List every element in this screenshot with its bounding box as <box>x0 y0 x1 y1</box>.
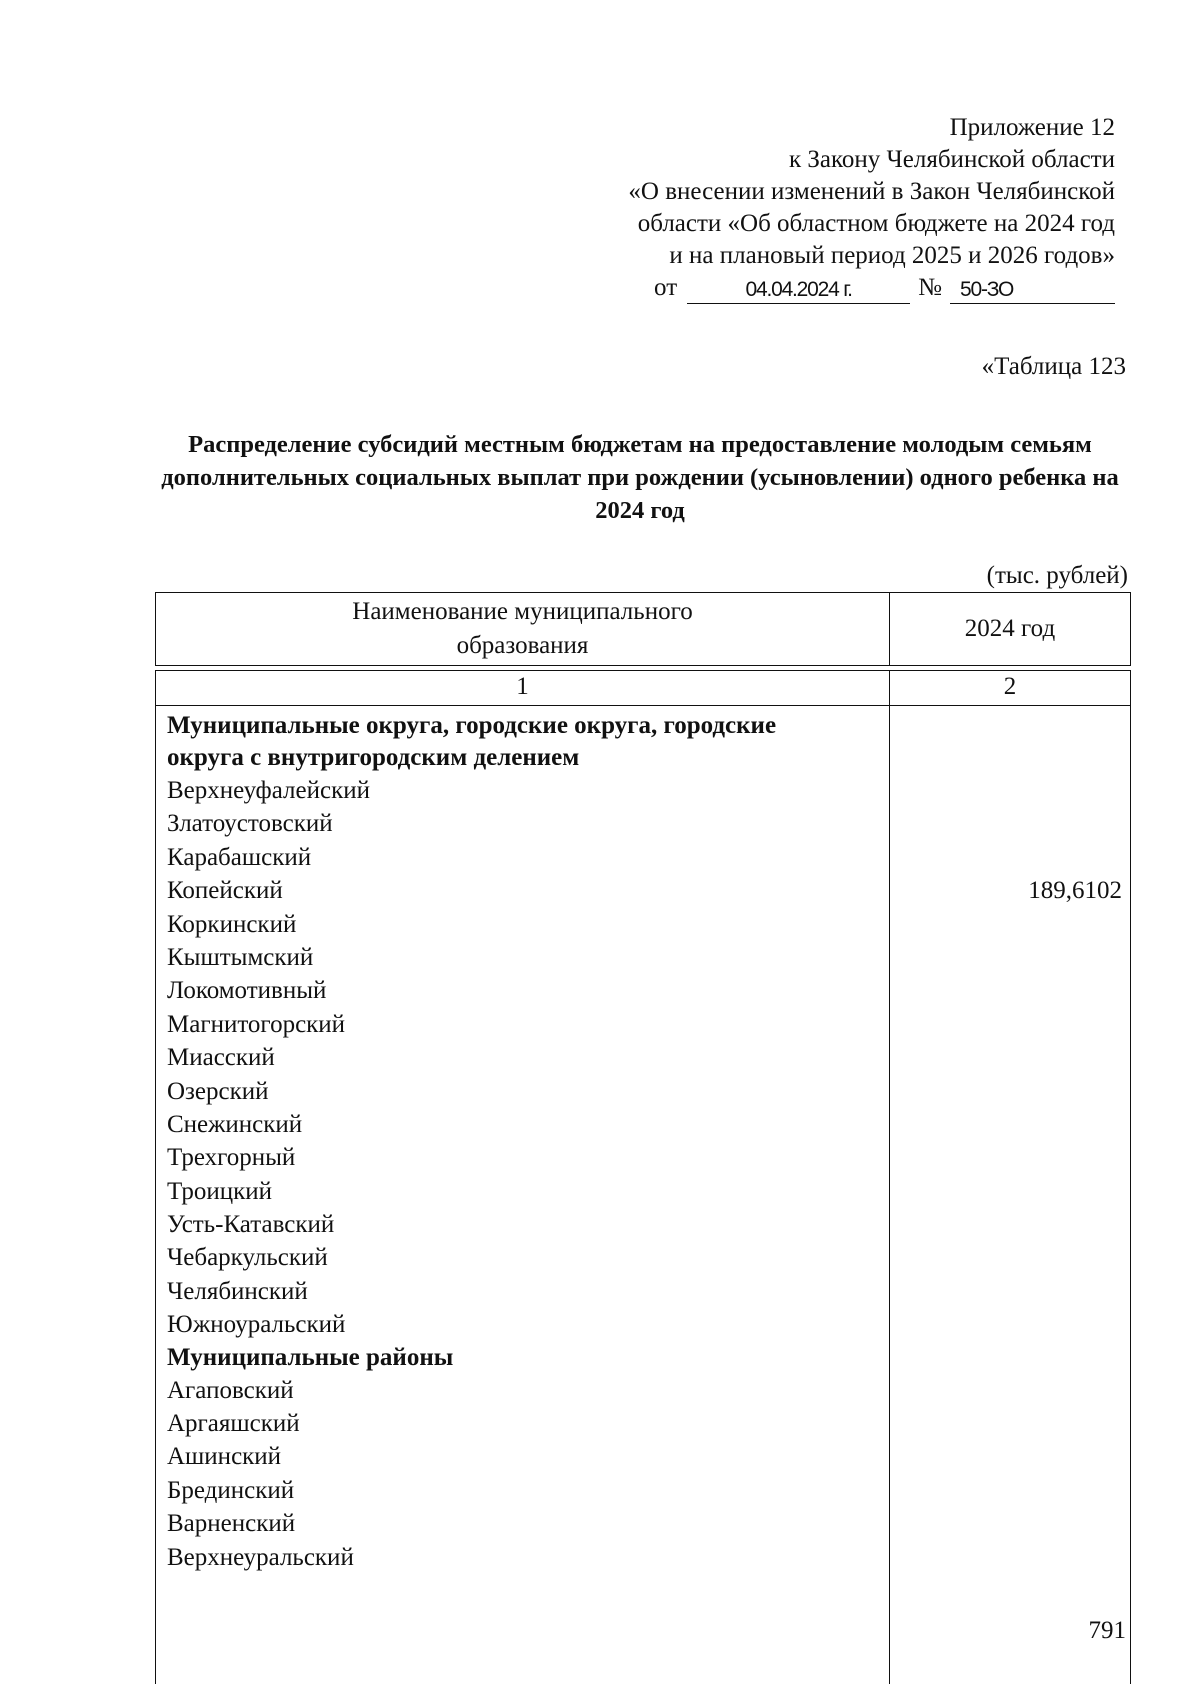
table-row <box>167 1308 1122 1341</box>
municipality-name: Чебаркульский <box>167 1244 328 1272</box>
header-name-text: Наименование муниципального образования <box>352 598 693 659</box>
subsidy-table <box>155 592 1131 1684</box>
appendix-line-5: и на плановый период 2025 и 2026 годов» <box>669 242 1115 269</box>
municipality-name: Карабашский <box>167 843 312 871</box>
table-body <box>167 710 1122 1574</box>
municipality-name: Агаповский <box>167 1376 294 1404</box>
municipality-name: Троицкий <box>167 1177 272 1205</box>
number-label: № <box>918 274 942 301</box>
column-number-row <box>155 670 1131 706</box>
table-row <box>167 1474 1122 1507</box>
subsidy-value: 189,6102 <box>1028 877 1122 905</box>
table-row <box>167 1541 1122 1574</box>
table-row <box>167 874 1122 907</box>
table-group-heading: Муниципальные районы <box>167 1343 454 1371</box>
municipality-name: Челябинский <box>167 1277 308 1305</box>
table-row <box>167 941 1122 974</box>
appendix-line-1: Приложение 12 <box>949 114 1115 141</box>
municipality-name: Миасский <box>167 1044 275 1072</box>
municipality-name: Верхнеуральский <box>167 1543 354 1571</box>
table-row <box>167 1374 1122 1407</box>
table-row <box>167 1507 1122 1540</box>
table-row <box>167 1407 1122 1440</box>
municipality-name: Коркинский <box>167 910 297 938</box>
from-label: от <box>654 274 678 301</box>
municipality-name: Варненский <box>167 1510 296 1538</box>
appendix-line-2: к Закону Челябинской области <box>789 146 1115 173</box>
municipality-name: Озерский <box>167 1077 269 1105</box>
page-number: 791 <box>1088 1617 1126 1644</box>
table-row <box>167 1141 1122 1174</box>
appendix-header <box>628 112 1115 304</box>
header-cell-name <box>156 593 890 665</box>
municipality-name: Копейский <box>167 877 283 905</box>
table-row <box>167 1041 1122 1074</box>
municipality-name: Магнитогорский <box>167 1010 346 1038</box>
table-row <box>167 974 1122 1007</box>
table-group-heading: Муниципальные округа, городские округа, городские округа с внутригородским делением <box>167 712 777 771</box>
header-cell-year: 2024 год <box>964 615 1056 642</box>
municipality-name: Брединский <box>167 1476 295 1504</box>
table-label: «Таблица 123 <box>981 353 1126 380</box>
table-row <box>167 1008 1122 1041</box>
table-row <box>167 1075 1122 1108</box>
table-row <box>167 1275 1122 1308</box>
municipality-name: Верхнеуфалейский <box>167 777 370 804</box>
municipality-name: Трехгорный <box>167 1144 296 1172</box>
municipality-name: Локомотивный <box>167 977 327 1005</box>
municipality-name: Аргаяшский <box>167 1410 300 1438</box>
table-row <box>167 908 1122 941</box>
municipality-name: Ашинский <box>167 1443 282 1471</box>
appendix-line-3: «О внесении изменений в Закон Челябинской <box>628 178 1115 205</box>
table-row <box>167 1440 1122 1473</box>
column-number-1: 1 <box>156 671 890 705</box>
table-row <box>167 1208 1122 1241</box>
municipality-name: Южноуральский <box>167 1311 346 1339</box>
law-date: 04.04.2024 г. <box>687 278 910 304</box>
table-header-row <box>155 592 1131 666</box>
table-row <box>167 1241 1122 1274</box>
column-number-2: 2 <box>1003 673 1017 700</box>
table-row <box>167 841 1122 874</box>
units-label: (тыс. рублей) <box>986 562 1128 589</box>
municipality-name: Усть-Катавский <box>167 1211 335 1239</box>
appendix-line-4: области «Об областном бюджете на 2024 год <box>637 210 1115 237</box>
table-row <box>167 1175 1122 1208</box>
table-row <box>167 774 1122 807</box>
law-date-number-line <box>654 272 1115 304</box>
municipality-name: Снежинский <box>167 1110 303 1138</box>
law-number: 50-ЗО <box>950 278 1115 304</box>
municipality-name: Кыштымский <box>167 943 314 971</box>
municipality-name: Златоустовский <box>167 810 333 838</box>
table-row <box>167 807 1122 840</box>
table-row <box>167 1108 1122 1141</box>
document-title: Распределение субсидий местным бюджетам на предоставление молодым семьям дополнительных социальных выплат при рождении (усыновлении) одного ребенка на 2024 год <box>161 431 1119 524</box>
